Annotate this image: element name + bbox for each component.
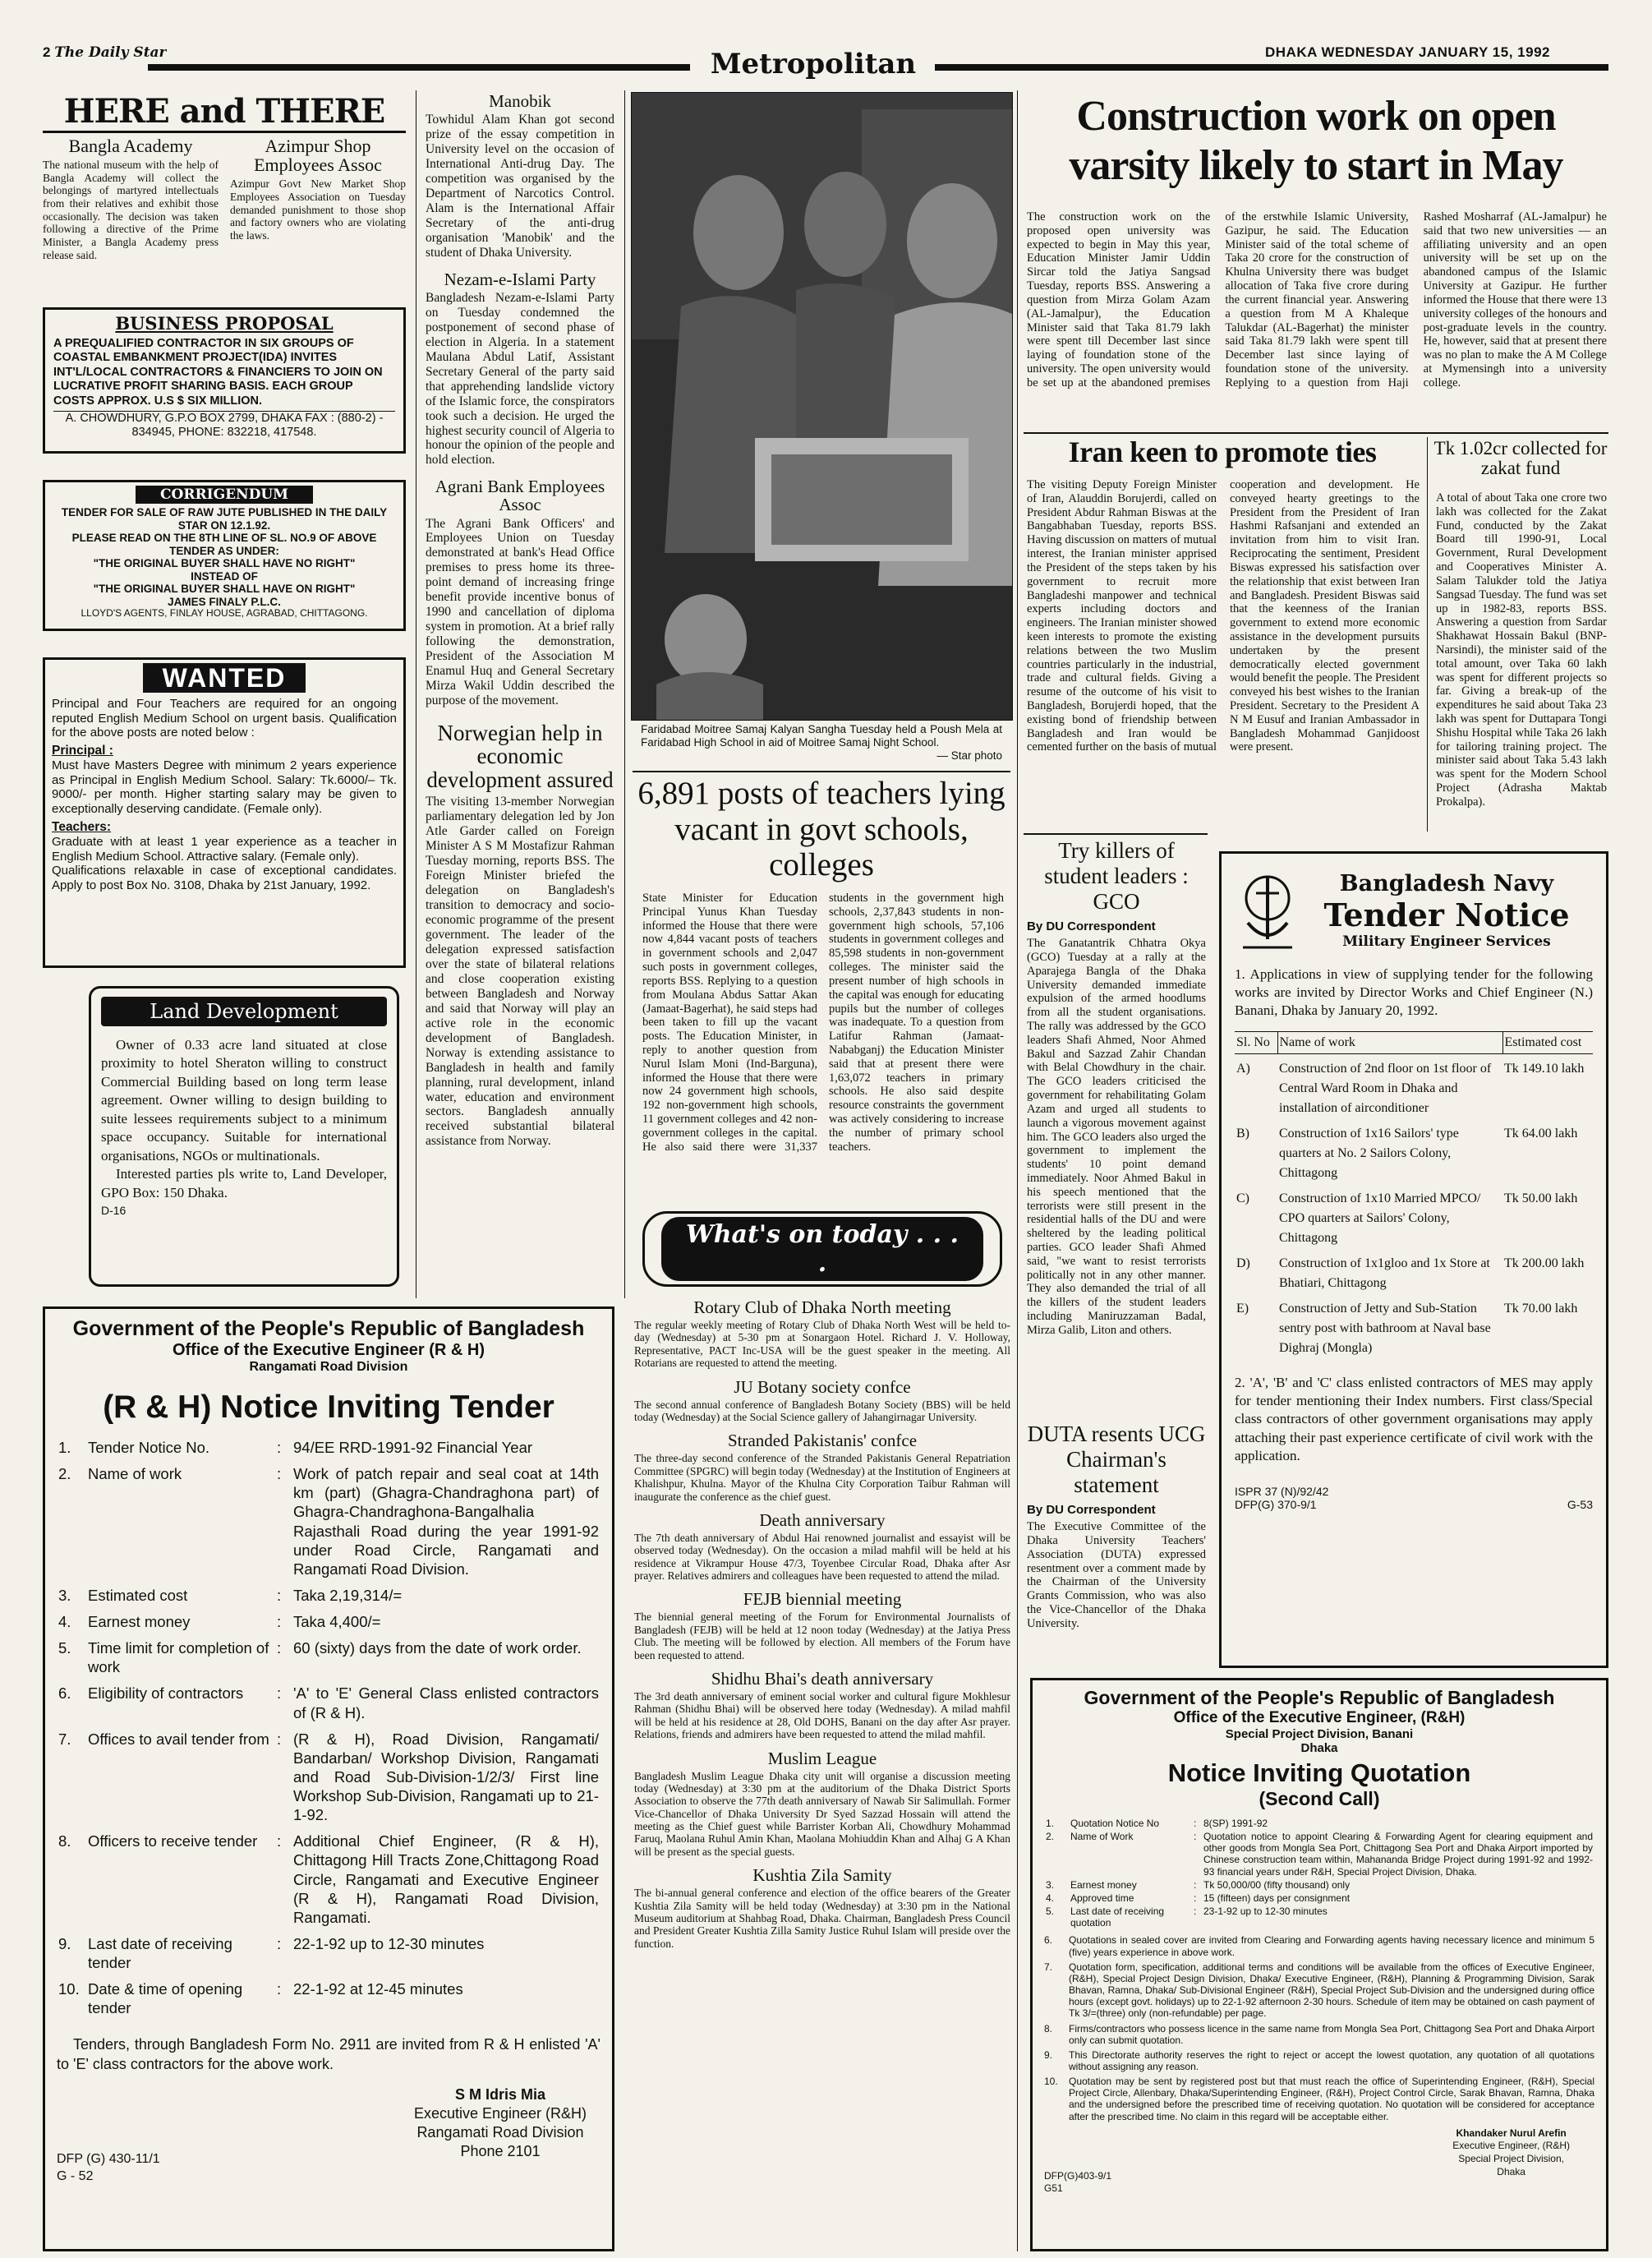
navy-ref-1: ISPR 37 (N)/92/42: [1235, 1484, 1329, 1498]
paper-name: The Daily Star: [54, 44, 167, 61]
rh-office-head: Office of the Executive Engineer (R & H): [172, 1341, 485, 1359]
rh-detail-value: 60 (sixty) days from the date of work order.: [293, 1639, 582, 1657]
rh-detail-colon: :: [277, 1586, 282, 1604]
quot-city-head: Dhaka: [1300, 1741, 1338, 1755]
norway-text: The visiting 13-member Norwegian parliamentary delegation led by Jon Atle Garder called on Foreign Minister A S M Mostafizur Rahman Tuesday morning, reports BSS. The Foreign Minister briefed the delegation on Bangladesh's transition to democracy and socio-economic programme of the present government. The leader of the delegation expressed satisfaction over the state of bilateral relations and close cooperation existing between Bangladesh and Norway and said that Norway will play an active role in the economic development of Bangladesh. Norway is extending assistance to Bangladesh in health and family planning, rural development, inland water, education and environment sectors. Bangladesh annually received substantial bilateral assistance from Norway.: [426, 795, 614, 1149]
quot-clause-text: This Directorate authority reserves the right to reject or accept the lowest quotation, any quotation of all quotations without assigning any reason.: [1069, 2048, 1594, 2072]
rh-detail-colon: :: [277, 1832, 282, 1850]
quot-clause-text: Quotation form, specification, additional terms and conditions will be available from the offices of Executive Engineer, (R&H), Special Project Design Division, Dhaka/ Executive Engineer, (R&H), Planning & Programming Division, Sarak Bhavan, Ramna, Dhaka/ Sub-Divisional Engineer (R&H), Special Project Sub-Division and the undersigned during office hours (except govt. holidays) up to 22-1-92 afternoon 2-30 hours. Schedule of item may be obtained on cash payment of Tk 3/=(three) only (non-refundable) per page.: [1069, 1961, 1594, 2020]
land-development-ad: [89, 986, 399, 1287]
navy-work-cost: Tk 70.00 lakh: [1504, 1302, 1578, 1316]
navy-works-table: [1235, 1031, 1593, 1359]
duta-article: [1027, 1422, 1206, 1660]
navy-ref-3: G-53: [1567, 1497, 1593, 1511]
killers-article: [1027, 838, 1206, 1415]
event-item: [634, 1378, 1010, 1424]
rh-detail-no: 8.: [58, 1832, 71, 1850]
rh-gov-head: Government of the People's Republic of Bangladesh: [72, 1317, 585, 1340]
duta-byline: By DU Correspondent: [1027, 1503, 1156, 1518]
navy-work-name: Construction of 1x16 Sailors' type quarters at No. 2 Sailors Colony, Chittagong: [1279, 1127, 1459, 1181]
photo-caption-text: Faridabad Moitree Samaj Kalyan Sangha Tuesday held a Poush Mela at Faridabad High School in aid of Moitree Samaj Night School.: [641, 723, 1002, 749]
whats-on-today: [634, 1211, 1010, 2255]
quot-signatory-title: Executive Engineer, (R&H): [1452, 2140, 1570, 2152]
rh-detail-no: 2.: [58, 1465, 71, 1483]
quotation-ad: [1030, 1678, 1608, 2251]
bangla-academy-text: The national museum with the help of Bangla Academy will collect the belongings of martyred intellectuals from their relatives and exhibit those occasionally. The decision was taken following a directive of the Prime Minister, a Bangla Academy press release said.: [43, 159, 219, 261]
event-item: [634, 1866, 1010, 1950]
rh-detail-colon: :: [277, 1639, 282, 1657]
quot-signatory-city: Dhaka: [1497, 2165, 1525, 2177]
rh-detail-colon: :: [277, 1684, 282, 1703]
business-proposal-ad: [43, 307, 406, 454]
azimpur-head: Azimpur Shop Employees Assoc: [254, 136, 382, 176]
quot-detail-row: [1044, 1892, 1594, 1905]
quot-detail-no: 3.: [1046, 1878, 1055, 1891]
section-title: Metropolitan: [710, 48, 917, 81]
photo-credit: — Star photo: [936, 749, 1002, 763]
rh-detail-key: Offices to avail tender from: [88, 1730, 269, 1748]
quot-division-head: Special Project Division, Banani: [1225, 1727, 1414, 1741]
quot-detail-colon: :: [1194, 1905, 1197, 1918]
rh-detail-value: (R & H), Road Division, Rangamati/ Bandarban/ Workshop Division, Rangamati and Road Sub-Division-1/2/3/ First line Workshop Sub-Division, Rangamati up to 21-1-92.: [293, 1730, 599, 1824]
bangla-academy-head: Bangla Academy: [68, 136, 193, 156]
rh-foot: Tenders, through Bangladesh Form No. 2911 are invited from R & H enlisted 'A' to 'E' class contractors for the above work.: [57, 2036, 601, 2072]
rh-ref-2: G - 52: [57, 2168, 94, 2183]
navy-work-row: [1235, 1249, 1593, 1294]
corrigendum-title: CORRIGENDUM: [136, 486, 313, 504]
rh-detail-colon: :: [277, 1934, 282, 1952]
event-item: [634, 1431, 1010, 1503]
rh-signatory-title: Executive Engineer (R&H): [413, 2105, 587, 2122]
rh-signatory-name: S M Idris Mia: [454, 2086, 546, 2104]
wanted-principal-head: Principal :: [52, 744, 113, 758]
quot-detail-value: 23-1-92 up to 12-30 minutes: [1203, 1905, 1328, 1918]
rh-signatory-division: Rangamati Road Division: [416, 2124, 584, 2141]
quot-gov-head: Government of the People's Republic of Bangladesh: [1084, 1687, 1555, 1708]
quot-subtitle: (Second Call): [1259, 1788, 1380, 1809]
norway-head: Norwegian help in economic development assured: [426, 721, 614, 792]
rh-division-head: Rangamati Road Division: [249, 1360, 408, 1374]
quot-detail-no: 2.: [1046, 1831, 1055, 1843]
agrani-head: Agrani Bank Employees Assoc: [435, 477, 605, 515]
navy-work-sl: C): [1236, 1191, 1249, 1206]
teachers-headline: 6,891 posts of teachers lying vacant in govt schools, colleges: [633, 771, 1010, 886]
rh-detail-colon: :: [277, 1613, 282, 1630]
navy-th-cost: Estimated cost: [1504, 1035, 1582, 1050]
quot-signatory-name: Khandaker Nurul Arefin: [1456, 2127, 1567, 2139]
rh-detail-value: Taka 4,400/=: [293, 1613, 381, 1630]
rh-tender-ad: [43, 1306, 614, 2251]
navy-work-name: Construction of 1x10 Married MPCO/ CPO quarters at Sailors' Colony, Chittagong: [1279, 1191, 1481, 1246]
rh-detail-colon: :: [277, 1980, 282, 1998]
corrigendum-line-6: JAMES FINALY P.L.C.: [168, 595, 281, 608]
quot-clause: [1044, 2076, 1594, 2122]
nezam-text: Bangladesh Nezam-e-Islami Party on Tuesday condemned the postponement of second phase of election in Algeria. In a statement Maulana Abdul Latif, Assistant Secretary General of the party said that apprehending landslide victory of the Islamic force, the conspirators took such a decision. He urged the highest security council of Algeria to honour the opinion of the people and hold election.: [426, 290, 614, 468]
quot-clause-no: 10.: [1044, 2076, 1058, 2088]
quot-detail-no: 5.: [1046, 1905, 1055, 1918]
manobik-text: Towhidul Alam Khan got second prize of the essay competition in University level on the occasion of International Anti-drug Day. The competition was organised by the Department of Narcotics Control. Alam is the International Affair Secretary of the anti-drug organisation 'Manobik' and the student of Dhaka University.: [426, 113, 614, 260]
navy-work-name: Construction of Jetty and Sub-Station sentry post with bathroom at Naval base Dighraj (Mongla): [1279, 1302, 1491, 1356]
rh-detail-no: 5.: [58, 1639, 71, 1657]
navy-title-2: Tender Notice: [1323, 896, 1570, 933]
quot-clause-no: 8.: [1044, 2022, 1053, 2035]
duta-body: The Executive Committee of the Dhaka University Teachers' Association (DUTA) expressed resentment over a comment made by the Chairman of the University Grants Commission, who was also the Vice-Chancellor of the Dhaka University.: [1027, 1520, 1206, 1630]
quot-office-head: Office of the Executive Engineer, (R&H): [1173, 1709, 1466, 1726]
quot-details-table: [1044, 1817, 1594, 1929]
rh-detail-value: 'A' to 'E' General Class enlisted contractors of (R & H).: [293, 1684, 599, 1721]
navy-tender-ad: [1219, 851, 1608, 1668]
business-proposal-title: BUSINESS PROPOSAL: [115, 313, 334, 334]
rh-details-table: [57, 1437, 601, 2024]
news-photo: [631, 92, 1013, 721]
rh-detail-value: Taka 2,19,314/=: [293, 1586, 403, 1604]
quot-clause-no: 6.: [1044, 1934, 1053, 1947]
quot-clause-text: Quotation may be sent by registered post but that must reach the office of Superintending Engineer, (R&H), Special Project Circle, Allenbary, Dhaka/Superintending Engineer, (R&H), Project Control Circle, Sarak Bhavan, Ramna, Dhaka and the undersigned before the prescribed time of receiving quotation. No quotation will be considered for acceptance after the prescribed time. No claim in this regard will be acceptable either.: [1069, 2076, 1594, 2122]
navy-work-name: Construction of 2nd floor on 1st floor of Central Ward Room in Dhaka and installation of airconditioner: [1279, 1062, 1492, 1116]
manobik-head: Manobik: [489, 92, 551, 111]
rh-notice-title: (R & H) Notice Inviting Tender: [103, 1389, 555, 1425]
rh-detail-row: [57, 1683, 601, 1728]
navy-work-sl: D): [1236, 1256, 1250, 1271]
rh-detail-row: [57, 1729, 601, 1832]
rh-detail-row: [57, 1638, 601, 1683]
killers-byline: By DU Correspondent: [1027, 919, 1156, 934]
wanted-teachers-head: Teachers:: [52, 819, 112, 834]
event-text: The biennial general meeting of the Forum for Environmental Journalists of Bangladesh (FEJB) will be held at 12 noon today (Wednesday) at the Jatiya Press Club. The meeting will be followed by election. All members of the Forum have been requested to attend.: [634, 1611, 1010, 1661]
event-text: The regular weekly meeting of Rotary Club of Dhaka North West will be held to-day (Wednesday) at 5-30 pm at Sonargaon Hotel. Richard J. V. Holloway, Representative, PACT Inc-USA will be the guest speaker in the meeting. All Rotarians are requested to attend the meeting.: [634, 1319, 1010, 1370]
rh-detail-key: Tender Notice No.: [88, 1439, 210, 1456]
corrigendum-line-7: LLOYD'S AGENTS, FINLAY HOUSE, AGRABAD, CHITTAGONG.: [81, 607, 368, 620]
business-proposal-body: A PREQUALIFIED CONTRACTOR IN SIX GROUPS OF COASTAL EMBANKMENT PROJECT(IDA) INVITES INT'L/LOCAL CONTRACTORS & FINANCIERS TO JOIN ON LUCRATIVE PROFIT SHARING BASIS. EACH GROUP COSTS APPROX. U.S $ SIX MILLION.: [53, 337, 383, 408]
corrigendum-line-3: "THE ORIGINAL BUYER SHALL HAVE NO RIGHT": [93, 557, 356, 570]
event-item: [634, 1590, 1010, 1661]
dateline: DHAKA WEDNESDAY JANUARY 15, 1992: [1265, 44, 1550, 60]
rh-detail-key: Eligibility of contractors: [88, 1684, 244, 1703]
rh-signatory-phone: Phone 2101: [460, 2143, 541, 2160]
rh-detail-row: [57, 1611, 601, 1638]
quot-detail-no: 1.: [1046, 1818, 1055, 1829]
navy-title-1: Bangladesh Navy: [1339, 871, 1554, 896]
rh-detail-row: [57, 1979, 601, 2024]
event-title: Rotary Club of Dhaka North meeting: [693, 1297, 951, 1317]
quot-clause-no: 7.: [1044, 1961, 1053, 1973]
rh-detail-row: [57, 1437, 601, 1463]
navy-title-3: Military Engineer Services: [1342, 933, 1551, 950]
event-text: The 3rd death anniversary of eminent social worker and cultural figure Mokhlesur Rahman (Shidhu Bhai) will be observed here today (Wednesday). A milad mahfil will be held at his residence at 28, Old DOHS, Banani on the day after Asr prayer. Relations, friends and admirers have been requested to attend the milad mahfil.: [634, 1690, 1010, 1741]
quot-detail-colon: :: [1194, 1818, 1197, 1829]
quot-detail-colon: :: [1194, 1878, 1197, 1891]
nezam-head: Nezam-e-Islami Party: [444, 269, 596, 289]
wanted-teachers-text: Graduate with at least 1 year experience as a teacher in English Medium School. Attractive salary. (Female only).: [52, 834, 397, 864]
land-development-code: D-16: [101, 1203, 127, 1217]
varsity-body: The construction work on the proposed open university was expected to begin in May this year, Education Minister Jamir Uddin Sircar told the Jatiya Sangsad Tuesday, reports BSS. Answering a question from Mirza Golam Azam (AL-Jamalpur), the Education Minister said that Taka 81.79 lakh were spent till December last since laying of foundation stone of the university. The open university would be set up at the abandoned premises of the erstwhile Islamic University, Gazipur, he said. The Education Minister said of the total scheme of Taka 20 crore for the construction of Khulna University there was budget allocation of Taka five crore during the current financial year. Answering a question from M A Khaleque Talukdar (AL-Bagerhat) the minister said Taka 81.79 lakh were spent till December last since laying of foundation stone of the university. Replying to a question from Haji Rashed Mosharraf (AL-Jamalpur) he said that two new universities — an affiliating university and an open university will be set up on the abandoned campus of the Islamic University at Gazipur. He further informed the House that there were 13 university colleges of the honours and post-graduate levels in the country. He, however, said that at present there was no plan to make the A M College at Mymensingh into a university college.: [1027, 210, 1607, 389]
poush-mela-photo: [632, 93, 1013, 721]
rh-detail-colon: :: [277, 1465, 282, 1483]
navy-work-cost: Tk 50.00 lakh: [1504, 1191, 1578, 1206]
iran-body: The visiting Deputy Foreign Minister of Iran, Alauddin Borujerdi, called on President Abdur Rahman Biswas at the Bangabhaban Tuesday, reports BSS. Having discussion on matters of mutual interest, the Iranian minister apprised the President of the steps taken by his government to recruit more Bangladeshi manpower and technical experts including doctors and engineers. The Iranian minister showed keen interests to promote the existing relations between the two Muslim countries particularly in the industrial, trade and cultural fields. Giving a resume of the outcome of his visit to Bangladesh, Borujerdi hoped, that the existing bond of friendship between Bangladesh and Iran would be cemented further on the basis of mutual cooperation and development. He conveyed hearty greetings to the President from the President of Iran Hashmi Rafsanjani and extended an invitation from him to visit Iran. Reciprocating the sentiment, President Biswas expressed his satisfaction over the relationship that exist between Iran and Bangladesh. President Biswas said that the keenness of the Iranian government to extend more economic assistance in the development pursuits undertaken by the present democratically elected government would benefit the people. The President conveyed his best wishes to the Iranian President. Secretary to the President A N M Eusuf and Iranian Ambassador in Bangladesh Mohammad Ganjidoost were present.: [1027, 478, 1420, 754]
quot-clause-text: Quotations in sealed cover are invited from Clearing and Forwarding agents having necessary licence and minimum 5 (five) years experience in above work.: [1069, 1934, 1594, 1958]
here-and-there: [43, 92, 406, 299]
quot-detail-colon: :: [1194, 1831, 1197, 1843]
rh-detail-key: Last date of receiving tender: [88, 1934, 232, 1971]
rh-detail-value: 22-1-92 at 12-45 minutes: [293, 1980, 463, 1998]
navy-th-sl: Sl. No: [1235, 1032, 1277, 1054]
zakat-headline: Tk 1.02cr collected for zakat fund: [1433, 439, 1608, 479]
quot-detail-row: [1044, 1878, 1594, 1892]
rh-detail-no: 10.: [58, 1980, 80, 1998]
event-text: The 7th death anniversary of Abdul Hai renowned journalist and essayist will be observed today (Wednesday). On the occasion a milad mahfil will be held at his residence at Vikrampur House 47/3, Toyenbee Circular Road, Dhaka after Asr prayer. Relatives admirers and colleagues have been requested to attend the milad.: [634, 1531, 1010, 1583]
navy-intro: 1. Applications in view of supplying tender for the following works are invited by Director Works and Chief Engineer (N.) Banani, Dhaka by January 20, 1992.: [1235, 966, 1593, 1019]
navy-work-row: [1235, 1184, 1593, 1249]
event-item: [634, 1511, 1010, 1583]
corrigendum-line-5: "THE ORIGINAL BUYER SHALL HAVE ON RIGHT": [93, 583, 356, 596]
navy-work-name: Construction of 1x1gloo and 1x Store at Bhatiari, Chittagong: [1279, 1256, 1490, 1291]
quot-detail-value: 8(SP) 1991-92: [1203, 1818, 1268, 1829]
navy-note: 2. 'A', 'B' and 'C' class enlisted contractors of MES may apply for tender mentioning their Index numbers. First class/Special class contractors of other government organisations may apply attaching their past experience certificate of civil work with the application.: [1235, 1375, 1593, 1463]
quot-detail-key: Quotation Notice No: [1070, 1818, 1160, 1829]
varsity-headline: Construction work on open varsity likely to start in May: [1069, 93, 1563, 189]
azimpur-text: Azimpur Govt New Market Shop Employees Association on Tuesday demanded punishment to those shop and factory owners who are violating the laws.: [230, 177, 406, 242]
event-text: Bangladesh Muslim League Dhaka city unit will organise a discussion meeting today (Wednesday) at 3:30 pm at the auditorium of the Dhaka District Sports Association to observe the 77th death anniversary of Nawab Sir Salimullah. Former Vice-Chancellor of Dhaka University Dr Syed Sazzad Hossain will attend the meeting as the Chief guest while Barrister Korban Ali, Chowdhury Mohammad Faruq, Maolana Ruhul Amin Khan, Maolana Mohiuddin Khan and Alhaj G A Khan will be present as the special guests.: [634, 1769, 1010, 1858]
quot-clause-no: 9.: [1044, 2048, 1053, 2061]
agrani-text: The Agrani Bank Officers' and Employees Union on Tuesday demonstrated at bank's Head Office premises to press home its three-point demand of increasing fringe benefit provide incentive bonus of 1990 and cancellation of diploma system in promotion. At a brief rally following the demonstration, President of the Association M Enamul Huq and General Secretary Mirza Wakil Uddin described the purpose of the movement.: [426, 516, 614, 708]
navy-work-sl: E): [1236, 1302, 1249, 1316]
wanted-intro: Principal and Four Teachers are required for an ongoing reputed English Medium School on urgent basis. Qualification for the above posts are noted below :: [52, 697, 397, 740]
quot-detail-key: Approved time: [1070, 1892, 1134, 1904]
quot-clause: [1044, 1961, 1594, 2020]
quot-clause: [1044, 2049, 1594, 2072]
event-title: Death anniversary: [759, 1509, 886, 1530]
photo-caption: [641, 723, 1002, 766]
quot-ref-1: DFP(G)403-9/1: [1044, 2169, 1112, 2182]
navy-work-row: [1235, 1119, 1593, 1184]
rh-detail-no: 7.: [58, 1730, 71, 1748]
rh-detail-key: Date & time of opening tender: [88, 1980, 243, 2017]
rh-detail-row: [57, 1463, 601, 1585]
rh-detail-key: Name of work: [88, 1465, 182, 1483]
quot-detail-colon: :: [1194, 1892, 1197, 1904]
rh-detail-row: [57, 1585, 601, 1611]
rh-detail-key: Officers to receive tender: [88, 1832, 258, 1850]
rh-detail-key: Time limit for completion of work: [88, 1639, 269, 1676]
event-title: Muslim League: [767, 1748, 877, 1768]
quot-detail-key: Earnest money: [1070, 1878, 1137, 1891]
quot-title: Notice Inviting Quotation: [1167, 1758, 1471, 1787]
rh-detail-no: 9.: [58, 1934, 71, 1952]
rh-detail-colon: :: [277, 1730, 282, 1748]
page-number: 2 The Daily Star: [43, 44, 167, 61]
rh-detail-value: Additional Chief Engineer, (R & H), Chittagong Hill Tracts Zone,Chittagong Road Circle, Rangamati and Executive Engineer (R & H), Rangamati Road Division, Rangamati.: [293, 1832, 599, 1926]
duta-headline: DUTA resents UCG Chairman's statement: [1027, 1422, 1206, 1498]
quot-detail-no: 4.: [1046, 1892, 1055, 1904]
event-title: JU Botany society confce: [734, 1376, 911, 1397]
event-item: [634, 1749, 1010, 1859]
corrigendum-ad: [43, 480, 406, 631]
quot-detail-row: [1044, 1830, 1594, 1878]
land-development-title: Land Development: [101, 997, 387, 1026]
navy-crest-icon: [1235, 865, 1300, 956]
quot-ref-2: G51: [1044, 2182, 1063, 2195]
rh-detail-value: Work of patch repair and seal coat at 14th km (part) (Ghagra-Chandraghona part) of Ghagra-Chandraghona-Bangalhalia Rajasthali Road during the year 1991-92 under Road Circle, Rangamati and Rangamati Road Division.: [293, 1465, 599, 1578]
event-title: FEJB biennial meeting: [743, 1589, 902, 1610]
quot-detail-value: Quotation notice to appoint Clearing & Forwarding Agent for clearing equipment and other goods from Mongla Sea Port, Chittagong Sea Port and Dhaka Airport imported by Chinese construction team within, Mahananda Bridge Project during 1991-92 and 1992-93 financial years under R&H, Special Project Division, Dhaka.: [1203, 1831, 1593, 1878]
wanted-tail: Qualifications relaxable in case of exceptional candidates. Apply to post Box No. 3108, Dhaka by 21st January, 1992.: [52, 864, 397, 892]
quot-detail-value: Tk 50,000/00 (fifty thousand) only: [1203, 1878, 1351, 1891]
navy-work-cost: Tk 64.00 lakh: [1504, 1127, 1578, 1141]
rh-detail-key: Earnest money: [88, 1613, 191, 1630]
event-item: [634, 1670, 1010, 1741]
quot-detail-key: Last date of receiving quotation: [1070, 1905, 1165, 1929]
rh-ref-1: DFP (G) 430-11/1: [57, 2152, 160, 2167]
navy-work-row: [1235, 1294, 1593, 1359]
rh-detail-no: 6.: [58, 1684, 71, 1703]
quot-detail-row: [1044, 1817, 1594, 1830]
corrigendum-line-1: TENDER FOR SALE OF RAW JUTE PUBLISHED IN THE DAILY STAR ON 12.1.92.: [61, 506, 388, 532]
column-2-briefs: [426, 92, 614, 1300]
iran-headline: Iran keen to promote ties: [1068, 437, 1377, 468]
rh-detail-row: [57, 1933, 601, 1979]
rh-detail-value: 22-1-92 up to 12-30 minutes: [293, 1934, 485, 1952]
event-text: The bi-annual general conference and election of the office bearers of the Greater Kushtia Zila Samity will be held today (Wednesday) at 3:30 pm in the National Museum auditorium at Shahbag Road, Dhaka. Chairman, Bangladesh Press Council and President Greater Kushtia Zilla Samity Justice Ruhul Islam will preside over the function.: [634, 1887, 1010, 1950]
killers-body: The Ganatantrik Chhatra Okya (GCO) Tuesday at a rally at the Aparajega Bangla of the Dhaka University demanded immediate expulsion of the armed hoodlums from all the student organisations. The rally was addressed by the GCO leaders Shafi Ahmed, Noor Ahmed Bakul and Sazzad Zahir Chandan with Belal Chowdhury in the chair. The GCO leaders criticised the government for rehabilitating Golam Azam and urged all students to launch a vigorous movement against him. The GCO leaders also urged the government to implement the students' 10 point demand immediately. Noor Ahmed Bakul in his speech mentioned that the terrorists were still present in the residential halls of the DU and were sheltered by the leading political parties. GCO leader Shafi Ahmed said, "we want to resist terrorists politically not in any other manner. They also demanded the trial of all the killers of the student leaders including Maniruzzaman Badal, Mirza Galib, Liton and others.: [1027, 937, 1206, 1337]
corrigendum-line-2: PLEASE READ ON THE 8TH LINE OF SL. NO.9 OF ABOVE TENDER AS UNDER:: [71, 532, 377, 557]
events-list: [634, 1298, 1010, 1950]
event-title: Stranded Pakistanis' confce: [727, 1431, 918, 1451]
navy-th-work: Name of work: [1277, 1032, 1502, 1054]
navy-work-sl: A): [1236, 1062, 1250, 1076]
quot-clause: [1044, 1934, 1594, 1957]
event-text: The three-day second conference of the Stranded Pakistanis General Repatriation Committee (SPGRC) will begin today (Wednesday) at the Institution of Engineers at Khalishpur, Khulna. Mayor of the Khulna City Corporation Taibur Rahman will inaugurate the conference as the chief guest.: [634, 1452, 1010, 1503]
whats-on-today-title: What's on today . . . .: [661, 1217, 983, 1281]
rh-detail-no: 3.: [58, 1586, 71, 1604]
rh-detail-colon: :: [277, 1439, 282, 1456]
event-text: The second annual conference of Bangladesh Botany Society (BBS) will be held today (Wednesday) at the Social Science gallery of Jahangirnagar University.: [634, 1398, 1010, 1423]
quot-clauses: [1044, 1934, 1594, 2122]
rh-detail-row: [57, 1831, 601, 1933]
quot-clause: [1044, 2023, 1594, 2046]
event-item: [634, 1298, 1010, 1370]
business-proposal-contact: A. CHOWDHURY, G.P.O BOX 2799, DHAKA FAX : (880-2) - 834945, PHONE: 832218, 417548.: [53, 411, 395, 440]
teachers-body: State Minister for Education Principal Yunus Khan Tuesday informed the House that there were now 4,844 vacant posts of teachers in government schools and 2,047 such posts in government colleges, reports BSS. Replying to a question from Moulana Abdus Sattar Akan (Jamaat-Bagerhat), he said steps had been taken to fill up the vacant posts. The Education Minister, in reply to another question from Nurul Islam Moni (Ind-Barguna), informed the House that there were now 24 government high schools, 192 non-government high schools, 11 government colleges and 42 non-government colleges in the capital. He also said there were 31,337 students in the government high schools, 2,37,843 students in non-government high schools, 57,106 students in government colleges and 85,598 students in non-government colleges. The minister said the present number of high schools in the capital was enough for educating pupils but the number of colleges was inadequate. To a question from Latifur Rahman (Jamaat-Nababganj) the Education Minister said that at present there were 1,63,072 teachers in primary schools. He also said despite resource constraints the government was actively considering to increase the number of primary school teachers.: [642, 892, 1004, 1154]
rh-detail-key: Estimated cost: [88, 1586, 188, 1604]
quot-clause-text: Firms/contractors who possess licence in the same name from Mongla Sea Port, Chittagong Sea Port and Dhaka Airport only can submit quotation.: [1069, 2022, 1594, 2046]
rh-detail-value: 94/EE RRD-1991-92 Financial Year: [293, 1439, 533, 1456]
rh-detail-no: 1.: [58, 1439, 71, 1456]
navy-work-row: [1235, 1054, 1593, 1120]
corrigendum-line-4: INSTEAD OF: [191, 569, 258, 583]
quot-signatory-division: Special Project Division,: [1458, 2152, 1564, 2164]
quot-detail-value: 15 (fifteen) days per consignment: [1203, 1892, 1351, 1904]
land-development-contact: Interested parties pls write to, Land Developer, GPO Box: 150 Dhaka.: [101, 1166, 387, 1200]
event-title: Kushtia Zila Samity: [752, 1865, 892, 1886]
wanted-principal-text: Must have Masters Degree with minimum 2 years experience as Principal in English Medium School. Salary: Tk.6000/– Tk. 9000/- per month. Higher starting salary may be given to exceptionally deserving candidate. (Female only).: [52, 758, 397, 817]
killers-headline: Try killers of student leaders : GCO: [1044, 838, 1189, 915]
land-development-body: Owner of 0.33 acre land situated at close proximity to hotel Sheraton willing to construct Commercial Building based on long term lease agreement. Owner willing to design building to suite lessees requirements subject to a minimum space occupancy. Suitable for international organisations, NGOs or multinationals.: [101, 1037, 387, 1164]
here-title: HERE and THERE: [43, 92, 406, 133]
quot-detail-key: Name of Work: [1070, 1831, 1134, 1843]
navy-work-cost: Tk 149.10 lakh: [1504, 1062, 1585, 1076]
navy-work-cost: Tk 200.00 lakh: [1504, 1256, 1585, 1271]
navy-ref-2: DFP(G) 370-9/1: [1235, 1497, 1317, 1511]
quot-detail-row: [1044, 1905, 1594, 1929]
rh-detail-no: 4.: [58, 1613, 71, 1630]
zakat-body: A total of about Taka one crore two lakh was collected for the Zakat Fund, conducted by the Zakat Board till 1990-91, Local Government, Rural Development and Cooperatives Minister A. Salam Talukder told the Jatiya Sangsad Tuesday. The fund was set up in 1982-83, reports BSS. Answering a question from Sardar Shakhawat Hossain Bakul (BNP-Narsindi), the minister said of the total amount, over Taka 60 lakh was spent for different projects so far. Giving a break-up of the expenditures he said about Taka 23 lakh was spent for Duttapara Tongi Shishu Hospital while Taka 26 lakh for tailoring training project. The minister said about Taka 5.43 lakh was spent for the Modern School Project (Adrasha Maktab Prokalpa).: [1436, 491, 1607, 809]
wanted-ad: [43, 657, 406, 968]
navy-work-sl: B): [1236, 1127, 1249, 1141]
event-title: Shidhu Bhai's death anniversary: [711, 1668, 934, 1689]
wanted-title: WANTED: [143, 663, 306, 693]
